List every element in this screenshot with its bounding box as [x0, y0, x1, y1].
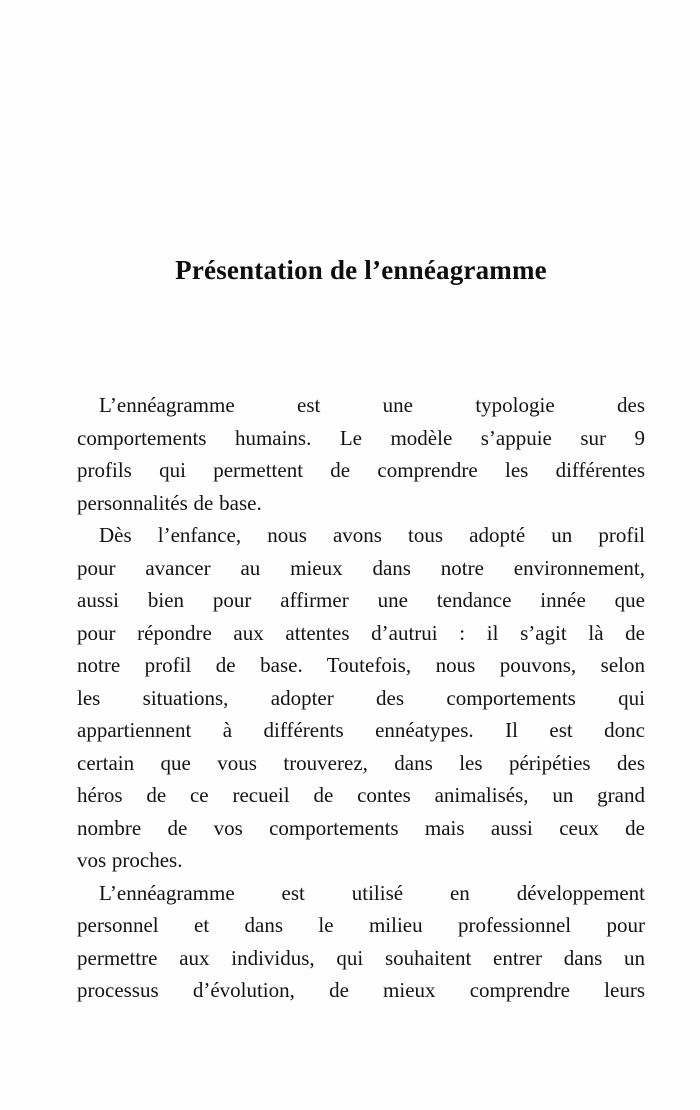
text-line: notre profil de base. Toutefois, nous pouvons, selon: [77, 653, 645, 677]
text-line: aussi bien pour affirmer une tendance innée que: [77, 588, 645, 612]
paragraph: [77, 877, 645, 1007]
page-title: Présentation de l’ennéagramme: [175, 255, 547, 285]
text-line: personnalités de base.: [77, 490, 262, 515]
paragraph: [77, 519, 645, 877]
text-line: L’ennéagramme est une typologie des: [99, 393, 645, 417]
text-line: processus d’évolution, de mieux comprendre leurs: [77, 978, 645, 1002]
body-text: [77, 389, 645, 1007]
text-line: comportements humains. Le modèle s’appuie sur 9: [77, 425, 645, 450]
text-line: permettre aux individus, qui souhaitent entrer dans un: [77, 945, 645, 970]
text-line: les situations, adopter des comportements qui: [77, 685, 645, 710]
text-line: pour avancer au mieux dans notre environnement,: [77, 555, 645, 580]
text-line: vos proches.: [77, 848, 183, 872]
text-line: profils qui permettent de comprendre les différentes: [77, 458, 645, 482]
text-line: personnel et dans le milieu professionnel pour: [77, 913, 645, 937]
text-line: certain que vous trouverez, dans les péripéties des: [77, 750, 645, 775]
text-line: Dès l’enfance, nous avons tous adopté un profil: [99, 523, 645, 547]
text-line: appartiennent à différents ennéatypes. Il est donc: [77, 718, 645, 742]
text-line: L’ennéagramme est utilisé en développement: [99, 880, 645, 905]
text-line: pour répondre aux attentes d’autrui : il s’agit là de: [77, 620, 645, 645]
text-line: nombre de vos comportements mais aussi ceux de: [77, 815, 645, 840]
text-line: héros de ce recueil de contes animalisés, un grand: [77, 783, 645, 807]
paragraph: [77, 389, 645, 519]
